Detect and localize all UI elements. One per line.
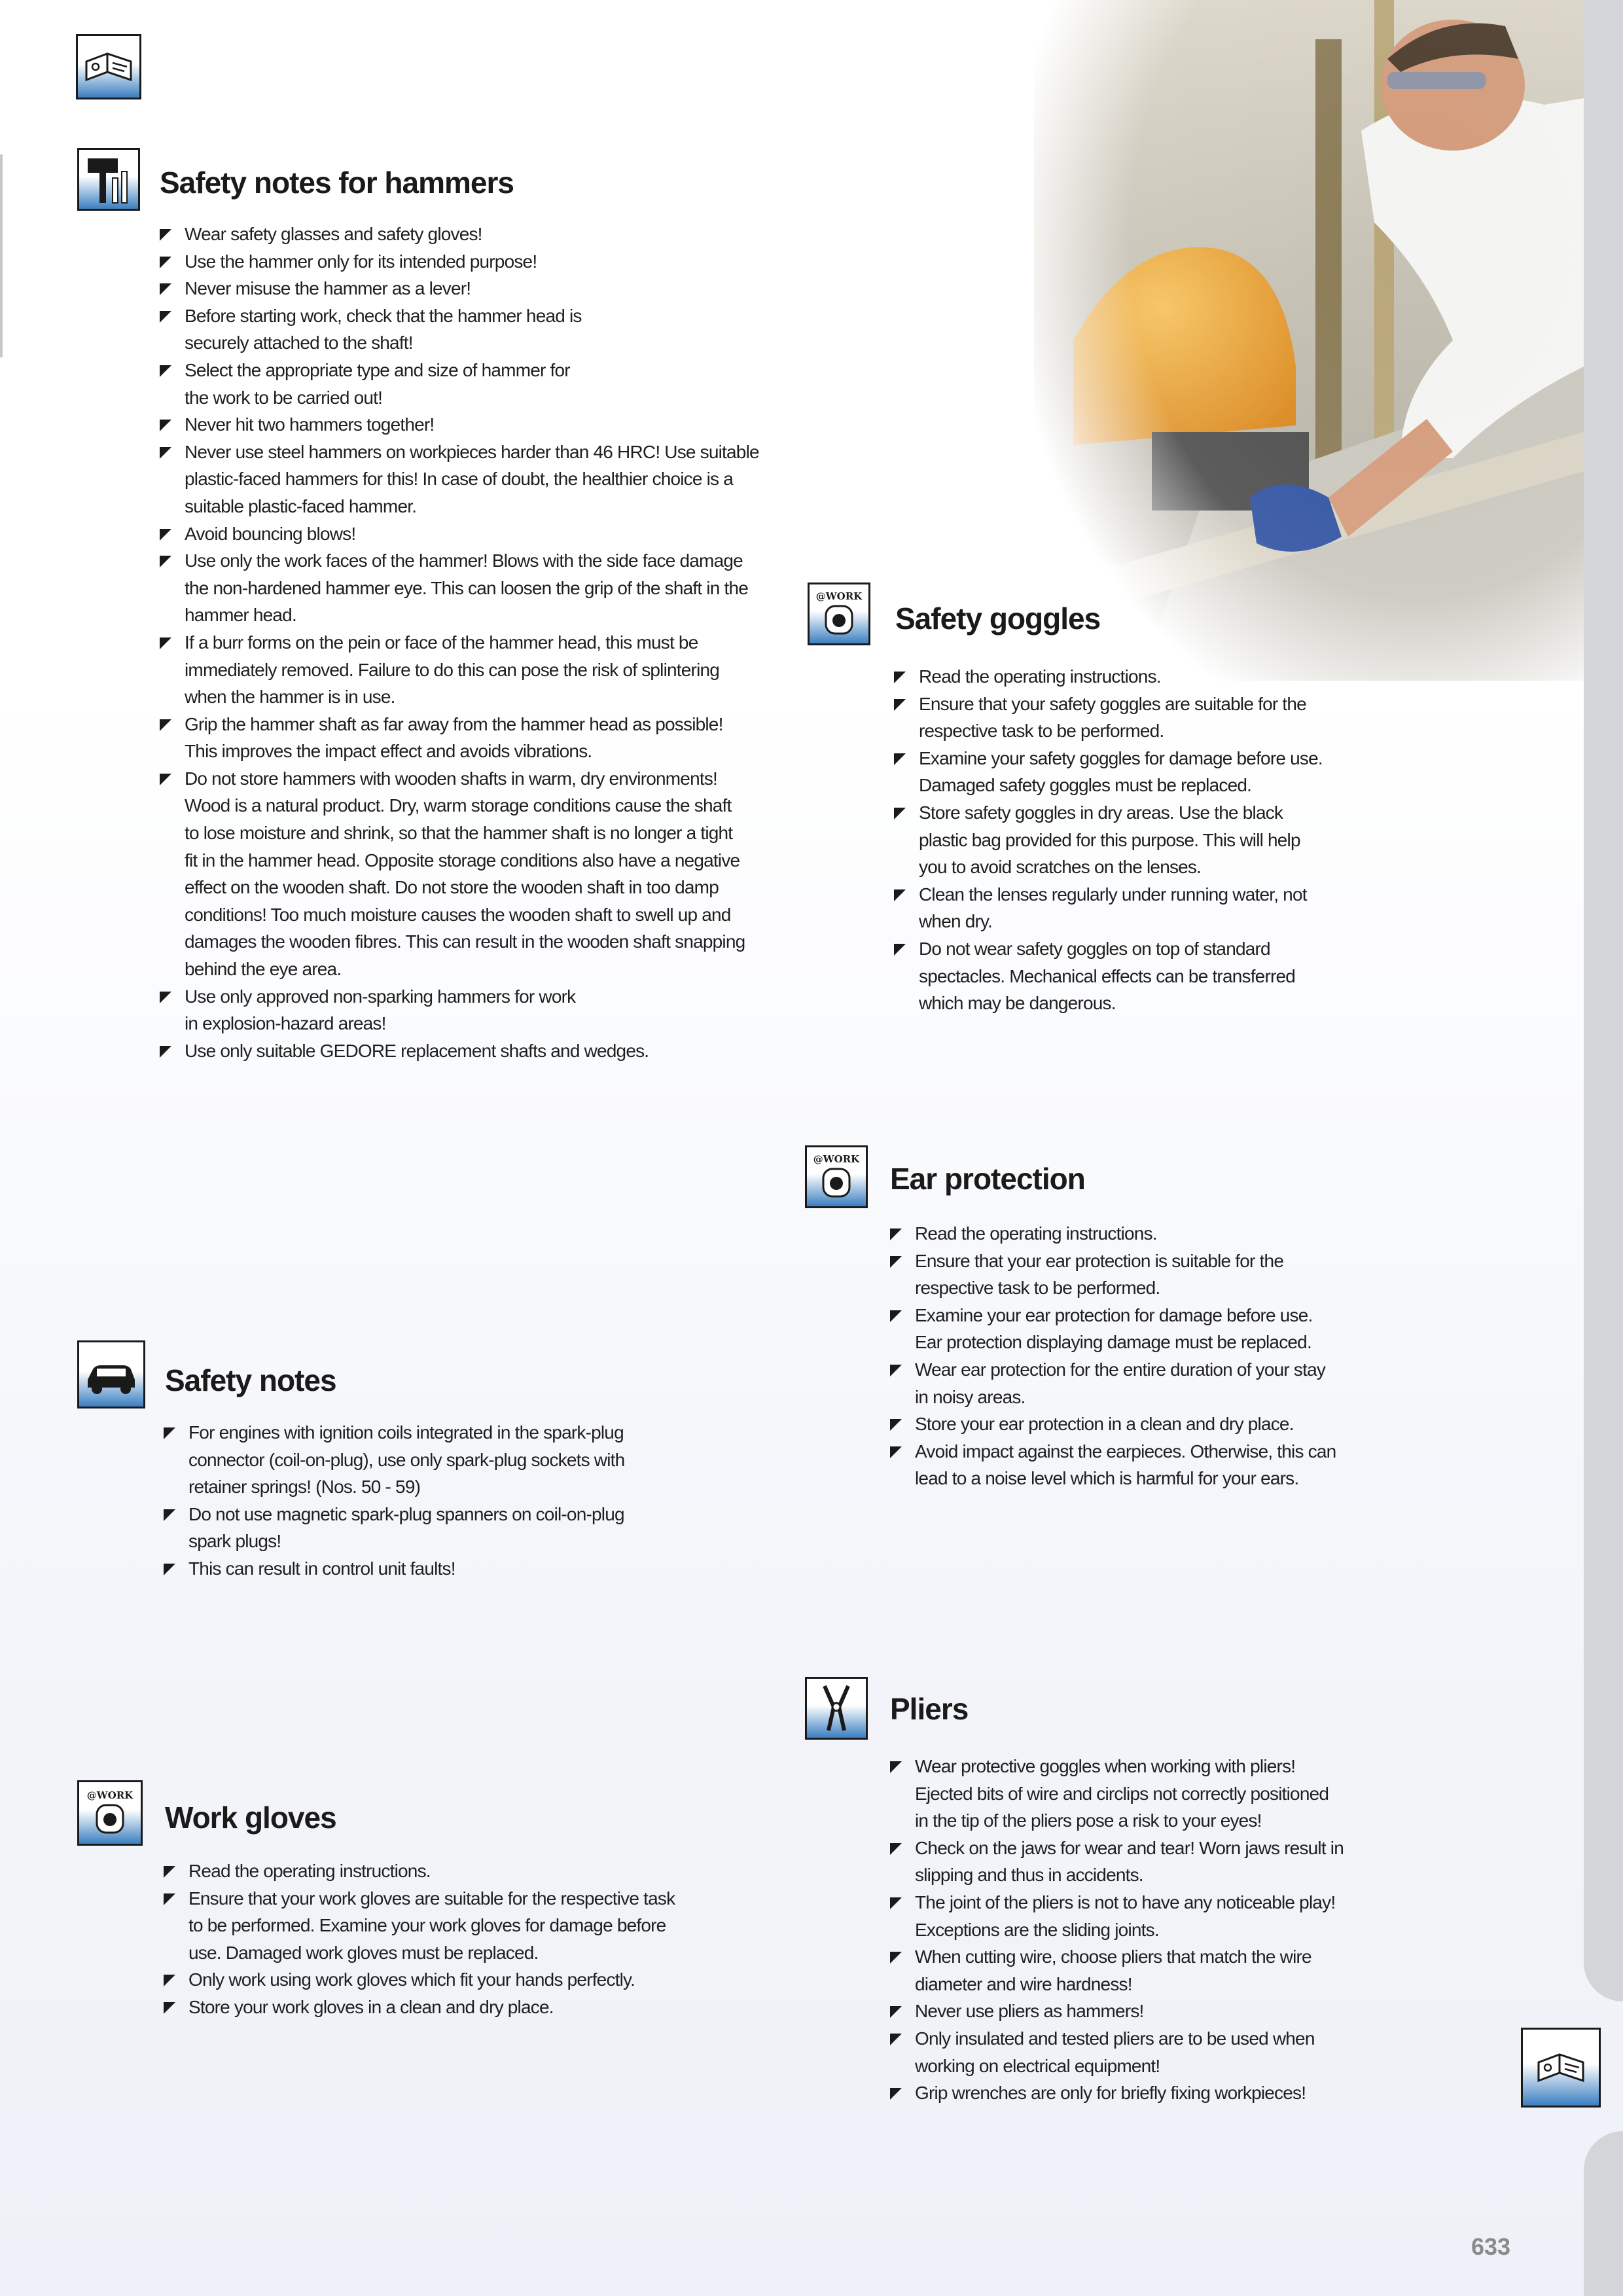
list-item-line: retainer springs! (Nos. 50 - 59) bbox=[188, 1477, 421, 1498]
bullet-arrow-icon bbox=[160, 556, 171, 567]
svg-text:@WORK: @WORK bbox=[86, 1789, 134, 1801]
section-title-gloves: Work gloves bbox=[165, 1801, 336, 1835]
list-item-line: spectacles. Mechanical effects can be transferred bbox=[919, 965, 1296, 986]
manual-book-icon bbox=[1521, 2028, 1601, 2108]
list-item-line: Exceptions are the sliding joints. bbox=[915, 1919, 1159, 1940]
list-item bbox=[160, 302, 759, 357]
bullet-arrow-icon bbox=[160, 1046, 171, 1058]
list-item-line: Ejected bits of wire and circlips not correctly positioned bbox=[915, 1783, 1329, 1804]
list-item-line: Read the operating instructions. bbox=[915, 1223, 1157, 1244]
list-item bbox=[164, 1885, 675, 1967]
list-item-line: Check on the jaws for wear and tear! Worn jaws result in bbox=[915, 1837, 1344, 1858]
list-item-line: Examine your ear protection for damage before use. bbox=[915, 1304, 1313, 1325]
svg-text:@WORK: @WORK bbox=[815, 590, 863, 602]
list-item bbox=[164, 1857, 675, 1885]
list-item-line: diameter and wire hardness! bbox=[915, 1973, 1132, 1994]
list-item-line: when the hammer is in use. bbox=[185, 687, 395, 708]
list-item-line: Wood is a natural product. Dry, warm storage conditions cause the shaft bbox=[185, 795, 732, 816]
list-item-line: When cutting wire, choose pliers that match the wire bbox=[915, 1946, 1311, 1967]
bullet-arrow-icon bbox=[890, 1256, 902, 1268]
list-item-line: in explosion-hazard areas! bbox=[185, 1013, 386, 1034]
bullet-arrow-icon bbox=[890, 2088, 902, 2100]
bullet-arrow-icon bbox=[890, 1419, 902, 1431]
list-item bbox=[890, 2079, 1344, 2107]
side-tab-top bbox=[1584, 0, 1623, 2001]
list-item-line: Before starting work, check that the hammer head is bbox=[185, 305, 582, 326]
list-item-line: Avoid bouncing blows! bbox=[185, 523, 356, 544]
list-item bbox=[160, 275, 759, 302]
bullet-arrow-icon bbox=[160, 719, 171, 731]
list-item-line: plastic bag provided for this purpose. This will help bbox=[919, 829, 1300, 850]
list-item bbox=[160, 547, 759, 629]
bullet-arrow-icon bbox=[160, 257, 171, 268]
list-item bbox=[164, 1555, 624, 1583]
list-item-line: fit in the hammer head. Opposite storage conditions also have a negative bbox=[185, 850, 740, 870]
at-work-icon bbox=[805, 1145, 868, 1208]
list-item-line: Use the hammer only for its intended purpose! bbox=[185, 251, 537, 272]
bullet-arrow-icon bbox=[894, 808, 906, 819]
list-item bbox=[894, 799, 1323, 881]
list-item-line: hammer head. bbox=[185, 605, 296, 626]
list-item-line: Wear ear protection for the entire duration of your stay bbox=[915, 1359, 1326, 1380]
list-item-line: Read the operating instructions. bbox=[919, 666, 1161, 687]
section-title-goggles: Safety goggles bbox=[895, 601, 1101, 636]
hammer-icon bbox=[77, 148, 140, 211]
list-item-line: Store your work gloves in a clean and dry place. bbox=[188, 1996, 554, 2017]
bullet-arrow-icon bbox=[160, 229, 171, 241]
list-item-line: you to avoid scratches on the lenses. bbox=[919, 857, 1202, 878]
list-item bbox=[890, 1438, 1336, 1492]
list-item-line: damages the wooden fibres. This can result in the wooden shaft snapping bbox=[185, 931, 745, 952]
list-item bbox=[160, 520, 759, 548]
list-item-line: Grip wrenches are only for briefly fixing workpieces! bbox=[915, 2083, 1306, 2104]
list-item-line: Use only approved non-sparking hammers for work bbox=[185, 986, 576, 1007]
list-item-line: Examine your safety goggles for damage before use. bbox=[919, 747, 1323, 768]
list-item-line: Never misuse the hammer as a lever! bbox=[185, 278, 471, 299]
bullet-arrow-icon bbox=[890, 2034, 902, 2045]
list-item-line: slipping and thus in accidents. bbox=[915, 1865, 1143, 1886]
bullet-arrow-icon bbox=[894, 944, 906, 956]
list-item bbox=[890, 2025, 1344, 2079]
list-item-line: to lose moisture and shrink, so that the hammer shaft is no longer a tight bbox=[185, 823, 733, 844]
list-item-line: Ensure that your safety goggles are suitable for the bbox=[919, 693, 1306, 714]
list-item-line: Read the operating instructions. bbox=[188, 1861, 431, 1881]
list-item bbox=[890, 1753, 1344, 1835]
list-item-line: Do not use magnetic spark-plug spanners on coil-on-plug bbox=[188, 1503, 624, 1524]
list-item bbox=[890, 1356, 1336, 1410]
list-item-line: immediately removed. Failure to do this can pose the risk of splintering bbox=[185, 659, 720, 680]
left-margin-rule bbox=[0, 154, 3, 357]
list-item bbox=[894, 935, 1323, 1017]
list-item-line: Store your ear protection in a clean and dry place. bbox=[915, 1414, 1294, 1435]
list-item bbox=[894, 881, 1323, 935]
bullet-arrow-icon bbox=[894, 672, 906, 683]
list-item-line: Select the appropriate type and size of hammer for bbox=[185, 359, 570, 380]
bullet-arrow-icon bbox=[890, 1897, 902, 1909]
bullet-arrow-icon bbox=[160, 529, 171, 541]
hammers-list bbox=[160, 221, 759, 1064]
list-item-line: Wear protective goggles when working with pliers! bbox=[915, 1756, 1296, 1776]
list-item-line: Use only the work faces of the hammer! Blows with the side face damage bbox=[185, 550, 743, 571]
section-title-pliers: Pliers bbox=[890, 1692, 969, 1726]
list-item-line: Only work using work gloves which fit your hands perfectly. bbox=[188, 1969, 635, 1990]
bullet-arrow-icon bbox=[894, 753, 906, 765]
list-item-line: respective task to be performed. bbox=[919, 721, 1164, 742]
list-item bbox=[890, 1410, 1336, 1438]
list-item bbox=[890, 1889, 1344, 1943]
bullet-arrow-icon bbox=[160, 283, 171, 295]
page-number: 633 bbox=[1471, 2233, 1511, 2260]
list-item-line: Ear protection displaying damage must be replaced. bbox=[915, 1332, 1311, 1353]
list-item-line: Never use steel hammers on workpieces harder than 46 HRC! Use suitable bbox=[185, 441, 759, 462]
list-item bbox=[160, 357, 759, 411]
bullet-arrow-icon bbox=[164, 1564, 175, 1575]
bullet-arrow-icon bbox=[890, 1310, 902, 1322]
bullet-arrow-icon bbox=[160, 420, 171, 431]
list-item bbox=[890, 1302, 1336, 1356]
list-item bbox=[890, 1943, 1344, 1998]
ear-list bbox=[890, 1220, 1336, 1492]
workshop-photo bbox=[1034, 0, 1584, 681]
list-item-line: effect on the wooden shaft. Do not store the wooden shaft in too damp bbox=[185, 877, 719, 898]
bullet-arrow-icon bbox=[890, 1952, 902, 1964]
svg-text:@WORK: @WORK bbox=[813, 1153, 860, 1165]
list-item-line: Ensure that your work gloves are suitable for the respective task bbox=[188, 1888, 675, 1909]
list-item bbox=[160, 439, 759, 520]
at-work-icon bbox=[77, 1780, 143, 1846]
goggles-list bbox=[894, 663, 1323, 1017]
list-item-line: use. Damaged work gloves must be replaced. bbox=[188, 1942, 539, 1963]
list-item bbox=[164, 1994, 675, 2021]
list-item-line: If a burr forms on the pein or face of the hammer head, this must be bbox=[185, 632, 698, 653]
bullet-arrow-icon bbox=[890, 1843, 902, 1855]
list-item bbox=[890, 1835, 1344, 1889]
list-item-line: lead to a noise level which is harmful for your ears. bbox=[915, 1468, 1299, 1489]
list-item-line: behind the eye area. bbox=[185, 959, 342, 980]
list-item bbox=[160, 248, 759, 276]
list-item-line: to be performed. Examine your work gloves for damage before bbox=[188, 1915, 666, 1936]
list-item bbox=[894, 745, 1323, 799]
list-item-line: Avoid impact against the earpieces. Otherwise, this can bbox=[915, 1441, 1336, 1462]
list-item-line: Only insulated and tested pliers are to be used when bbox=[915, 2028, 1315, 2049]
bullet-arrow-icon bbox=[164, 1975, 175, 1986]
bullet-arrow-icon bbox=[160, 311, 171, 323]
list-item-line: suitable plastic-faced hammer. bbox=[185, 495, 417, 516]
bullet-arrow-icon bbox=[890, 1446, 902, 1458]
list-item-line: respective task to be performed. bbox=[915, 1278, 1160, 1299]
bullet-arrow-icon bbox=[160, 447, 171, 459]
list-item-line: Wear safety glasses and safety gloves! bbox=[185, 224, 482, 244]
list-item-line: Do not store hammers with wooden shafts in warm, dry environments! bbox=[185, 768, 717, 789]
at-work-icon bbox=[808, 583, 870, 645]
list-item bbox=[160, 765, 759, 983]
bullet-arrow-icon bbox=[890, 1365, 902, 1376]
list-item bbox=[164, 1419, 624, 1501]
bullet-arrow-icon bbox=[160, 992, 171, 1003]
bullet-arrow-icon bbox=[160, 365, 171, 377]
list-item-line: Grip the hammer shaft as far away from the hammer head as possible! bbox=[185, 713, 723, 734]
list-item bbox=[160, 711, 759, 765]
list-item-line: in noisy areas. bbox=[915, 1386, 1026, 1407]
list-item-line: The joint of the pliers is not to have any noticeable play! bbox=[915, 1892, 1336, 1912]
list-item-line: Do not wear safety goggles on top of standard bbox=[919, 938, 1270, 959]
list-item bbox=[890, 1220, 1336, 1247]
manual-book-icon bbox=[76, 34, 141, 99]
list-item-line: connector (coil-on-plug), use only spark-plug sockets with bbox=[188, 1449, 625, 1470]
bullet-arrow-icon bbox=[164, 2002, 175, 2014]
list-item-line: Ensure that your ear protection is suitable for the bbox=[915, 1250, 1284, 1271]
list-item bbox=[164, 1966, 675, 1994]
section-title-ear: Ear protection bbox=[890, 1162, 1085, 1196]
list-item-line: For engines with ignition coils integrated in the spark-plug bbox=[188, 1422, 624, 1443]
list-item-line: when dry. bbox=[919, 911, 993, 932]
list-item bbox=[160, 629, 759, 711]
list-item-line: Store safety goggles in dry areas. Use the black bbox=[919, 802, 1283, 823]
list-item bbox=[894, 663, 1323, 691]
list-item-line: This can result in control unit faults! bbox=[188, 1558, 455, 1579]
bullet-arrow-icon bbox=[164, 1866, 175, 1878]
side-tab-bottom bbox=[1584, 2131, 1623, 2296]
list-item bbox=[890, 1998, 1344, 2025]
list-item-line: spark plugs! bbox=[188, 1531, 281, 1552]
list-item-line: which may be dangerous. bbox=[919, 993, 1116, 1014]
gloves-list bbox=[164, 1857, 675, 2021]
list-item-line: Never hit two hammers together! bbox=[185, 414, 435, 435]
list-item-line: the work to be carried out! bbox=[185, 387, 383, 408]
list-item-line: Clean the lenses regularly under running water, not bbox=[919, 884, 1307, 905]
bullet-arrow-icon bbox=[894, 699, 906, 711]
bullet-arrow-icon bbox=[890, 2006, 902, 2018]
pliers-icon bbox=[805, 1677, 868, 1740]
list-item-line: This improves the impact effect and avoids vibrations. bbox=[185, 741, 592, 762]
list-item bbox=[160, 221, 759, 248]
list-item bbox=[160, 983, 759, 1037]
bullet-arrow-icon bbox=[890, 1229, 902, 1240]
bullet-arrow-icon bbox=[890, 1761, 902, 1773]
car-icon bbox=[77, 1340, 145, 1408]
list-item-line: conditions! Too much moisture causes the wooden shaft to swell up and bbox=[185, 904, 731, 925]
list-item bbox=[894, 691, 1323, 745]
bullet-arrow-icon bbox=[160, 637, 171, 649]
bullet-arrow-icon bbox=[894, 889, 906, 901]
list-item-line: the non-hardened hammer eye. This can loosen the grip of the shaft in the bbox=[185, 577, 748, 598]
list-item-line: in the tip of the pliers pose a risk to your eyes! bbox=[915, 1810, 1262, 1831]
list-item-line: Use only suitable GEDORE replacement shafts and wedges. bbox=[185, 1040, 649, 1061]
list-item-line: Never use pliers as hammers! bbox=[915, 2001, 1144, 2022]
list-item bbox=[160, 1037, 759, 1065]
list-item-line: Damaged safety goggles must be replaced. bbox=[919, 775, 1252, 796]
notes-list bbox=[164, 1419, 624, 1583]
bullet-arrow-icon bbox=[164, 1893, 175, 1905]
list-item bbox=[890, 1247, 1336, 1302]
list-item-line: plastic-faced hammers for this! In case of doubt, the healthier choice is a bbox=[185, 469, 734, 490]
bullet-arrow-icon bbox=[164, 1427, 175, 1439]
list-item bbox=[164, 1501, 624, 1555]
section-title-hammers: Safety notes for hammers bbox=[160, 166, 514, 200]
list-item-line: working on electrical equipment! bbox=[915, 2055, 1160, 2076]
list-item-line: securely attached to the shaft! bbox=[185, 332, 413, 353]
list-item bbox=[160, 411, 759, 439]
pliers-list bbox=[890, 1753, 1344, 2107]
bullet-arrow-icon bbox=[160, 774, 171, 785]
bullet-arrow-icon bbox=[164, 1509, 175, 1521]
section-title-notes: Safety notes bbox=[165, 1363, 336, 1397]
